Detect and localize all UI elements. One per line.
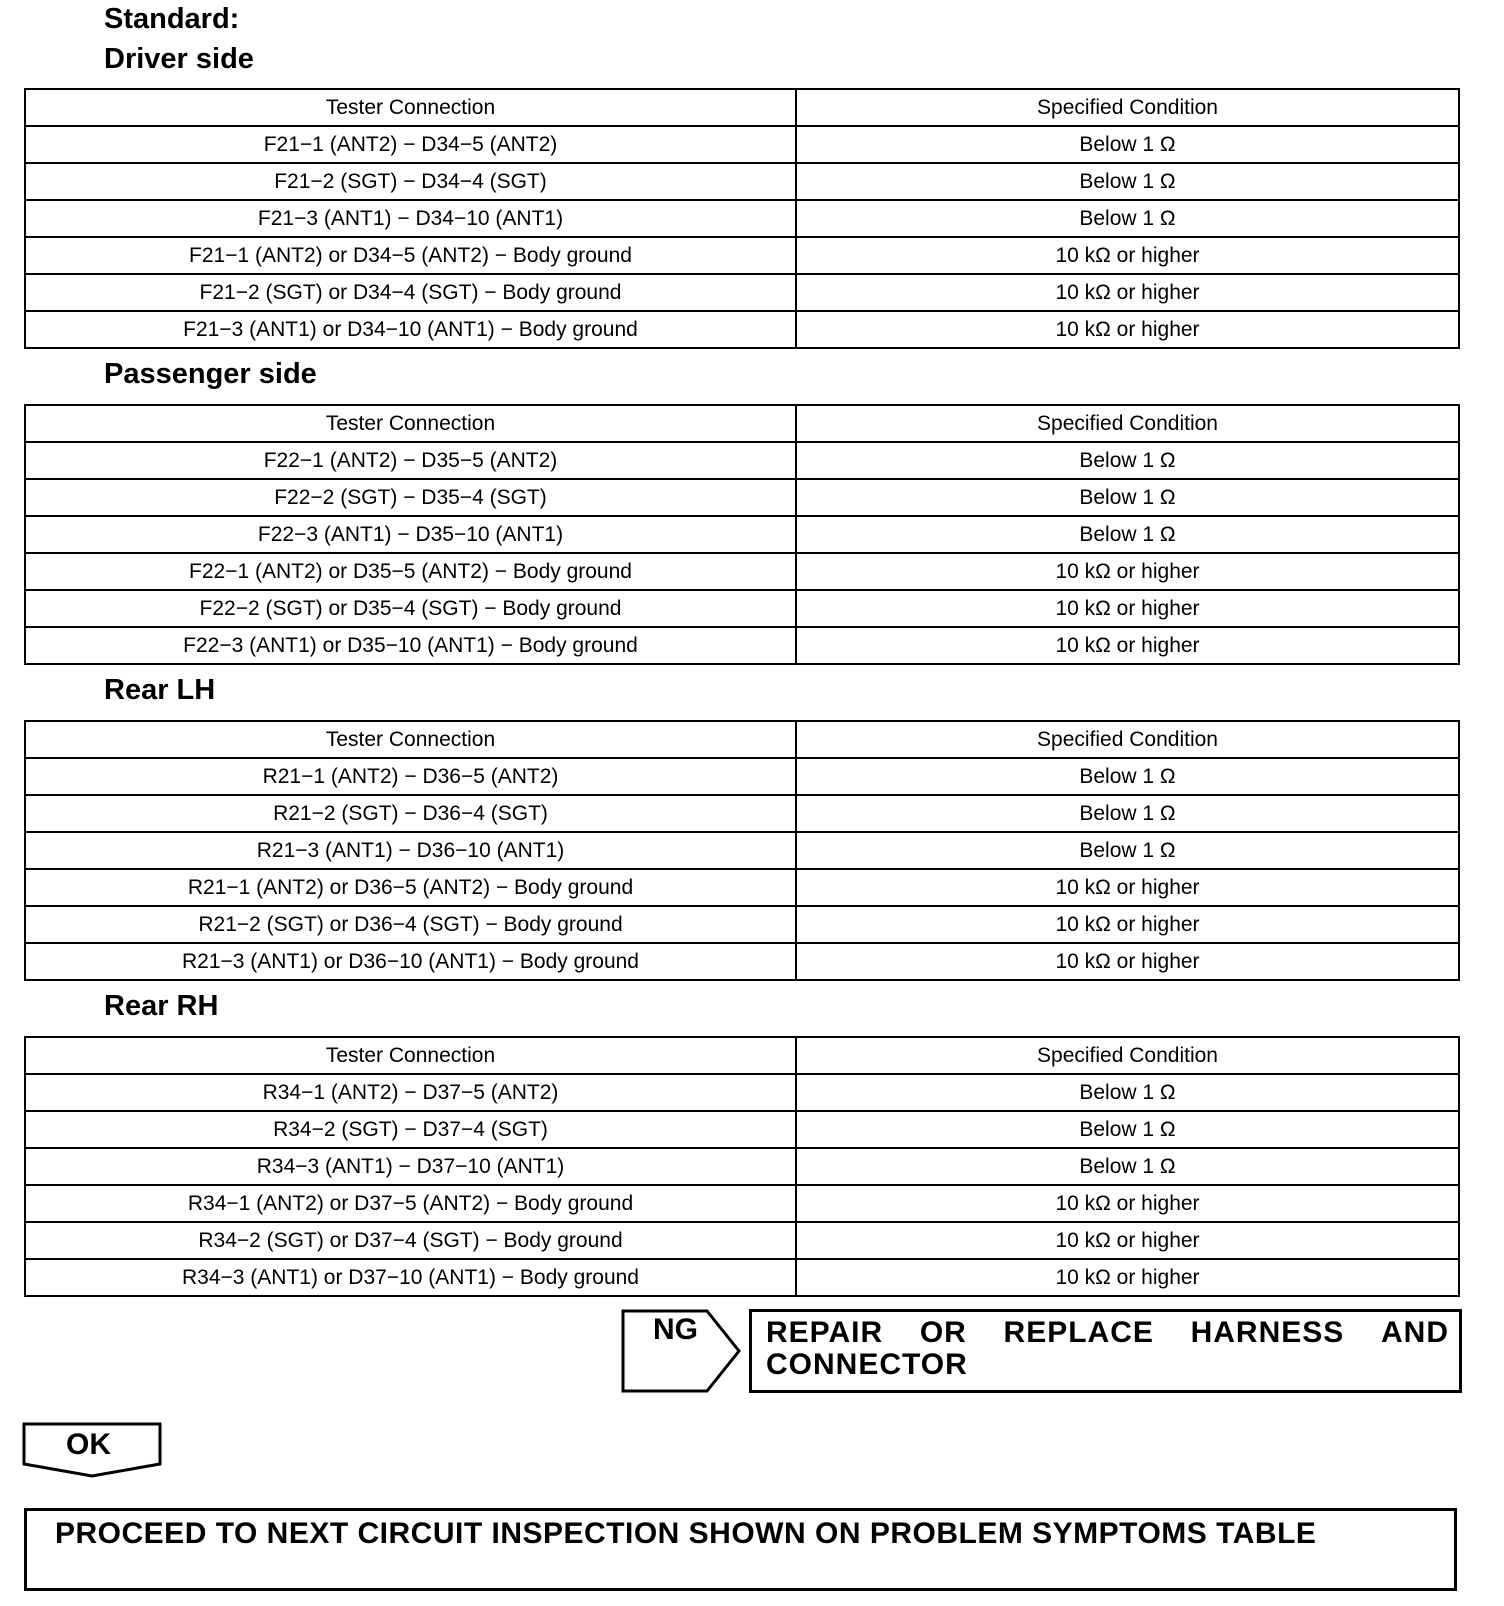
ng-action-line1	[766, 1316, 1449, 1350]
table-row	[25, 516, 1459, 553]
table-header-row	[25, 405, 1459, 442]
ng-action-line2: CONNECTOR	[766, 1348, 968, 1381]
table-row	[25, 237, 1459, 274]
table-row	[25, 795, 1459, 832]
spec-table-passenger	[24, 404, 1460, 665]
ng-action-word: OR	[919, 1316, 967, 1349]
tester-connection-cell: F21−2 (SGT) or D34−4 (SGT) − Body ground	[25, 274, 796, 311]
tester-connection-cell: F21−1 (ANT2) − D34−5 (ANT2)	[25, 126, 796, 163]
specified-condition-cell: Below 1 Ω	[796, 163, 1459, 200]
specified-condition-cell: 10 kΩ or higher	[796, 1185, 1459, 1222]
section-title-rear-lh: Rear LH	[104, 674, 216, 706]
table-row	[25, 943, 1459, 980]
tester-connection-cell: R34−2 (SGT) or D37−4 (SGT) − Body ground	[25, 1222, 796, 1259]
table-row	[25, 1222, 1459, 1259]
ng-action-word: AND	[1381, 1316, 1449, 1349]
specified-condition-cell: Below 1 Ω	[796, 1111, 1459, 1148]
tester-connection-cell: F22−2 (SGT) or D35−4 (SGT) − Body ground	[25, 590, 796, 627]
table-row	[25, 200, 1459, 237]
specified-condition-cell: Below 1 Ω	[796, 200, 1459, 237]
specified-condition-cell: Below 1 Ω	[796, 516, 1459, 553]
table-row	[25, 627, 1459, 664]
ng-action-box	[749, 1309, 1462, 1393]
table-row	[25, 553, 1459, 590]
specified-condition-header: Specified Condition	[796, 405, 1459, 442]
specified-condition-cell: Below 1 Ω	[796, 442, 1459, 479]
standard-heading: Standard:	[104, 3, 240, 35]
tester-connection-cell: R21−3 (ANT1) or D36−10 (ANT1) − Body ground	[25, 943, 796, 980]
table-header-row	[25, 89, 1459, 126]
specified-condition-cell: 10 kΩ or higher	[796, 311, 1459, 348]
table-row	[25, 1111, 1459, 1148]
tester-connection-cell: R21−1 (ANT2) − D36−5 (ANT2)	[25, 758, 796, 795]
table-header-row	[25, 721, 1459, 758]
tester-connection-cell: F22−3 (ANT1) − D35−10 (ANT1)	[25, 516, 796, 553]
spec-table-rear-rh	[24, 1036, 1460, 1297]
tester-connection-cell: F22−2 (SGT) − D35−4 (SGT)	[25, 479, 796, 516]
tester-connection-cell: F21−3 (ANT1) − D34−10 (ANT1)	[25, 200, 796, 237]
tester-connection-header: Tester Connection	[25, 405, 796, 442]
tester-connection-cell: R21−2 (SGT) or D36−4 (SGT) − Body ground	[25, 906, 796, 943]
specified-condition-cell: 10 kΩ or higher	[796, 869, 1459, 906]
table-row	[25, 1074, 1459, 1111]
specified-condition-cell: Below 1 Ω	[796, 832, 1459, 869]
proceed-text: PROCEED TO NEXT CIRCUIT INSPECTION SHOWN ON PROBLEM SYMPTOMS TABLE	[55, 1517, 1317, 1550]
specified-condition-header: Specified Condition	[796, 1037, 1459, 1074]
tester-connection-cell: R34−1 (ANT2) or D37−5 (ANT2) − Body ground	[25, 1185, 796, 1222]
specified-condition-cell: 10 kΩ or higher	[796, 1259, 1459, 1296]
table-row	[25, 311, 1459, 348]
table-row	[25, 479, 1459, 516]
ng-branch-marker	[621, 1309, 743, 1393]
tester-connection-cell: R34−3 (ANT1) or D37−10 (ANT1) − Body ground	[25, 1259, 796, 1296]
specified-condition-cell: Below 1 Ω	[796, 126, 1459, 163]
tester-connection-cell: R21−1 (ANT2) or D36−5 (ANT2) − Body ground	[25, 869, 796, 906]
table-row	[25, 832, 1459, 869]
table-row	[25, 442, 1459, 479]
specified-condition-cell: Below 1 Ω	[796, 758, 1459, 795]
specified-condition-cell: Below 1 Ω	[796, 795, 1459, 832]
section-title-rear-rh: Rear RH	[104, 990, 219, 1022]
specified-condition-cell: 10 kΩ or higher	[796, 590, 1459, 627]
tester-connection-cell: F22−3 (ANT1) or D35−10 (ANT1) − Body ground	[25, 627, 796, 664]
table-row	[25, 758, 1459, 795]
specified-condition-cell: Below 1 Ω	[796, 1148, 1459, 1185]
tester-connection-cell: R34−2 (SGT) − D37−4 (SGT)	[25, 1111, 796, 1148]
spec-table-rear-lh	[24, 720, 1460, 981]
tester-connection-header: Tester Connection	[25, 1037, 796, 1074]
tester-connection-cell: F21−3 (ANT1) or D34−10 (ANT1) − Body ground	[25, 311, 796, 348]
tester-connection-header: Tester Connection	[25, 721, 796, 758]
tester-connection-cell: F21−1 (ANT2) or D34−5 (ANT2) − Body ground	[25, 237, 796, 274]
tester-connection-header: Tester Connection	[25, 89, 796, 126]
table-row	[25, 274, 1459, 311]
specified-condition-cell: 10 kΩ or higher	[796, 237, 1459, 274]
specified-condition-cell: Below 1 Ω	[796, 479, 1459, 516]
table-row	[25, 163, 1459, 200]
proceed-box	[24, 1508, 1457, 1591]
table-header-row	[25, 1037, 1459, 1074]
ng-label: NG	[653, 1313, 698, 1346]
specified-condition-cell: 10 kΩ or higher	[796, 1222, 1459, 1259]
spec-table-driver	[24, 88, 1460, 349]
ok-label: OK	[66, 1428, 111, 1461]
table-row	[25, 126, 1459, 163]
tester-connection-cell: R21−3 (ANT1) − D36−10 (ANT1)	[25, 832, 796, 869]
tester-connection-cell: F21−2 (SGT) − D34−4 (SGT)	[25, 163, 796, 200]
specified-condition-cell: Below 1 Ω	[796, 1074, 1459, 1111]
specified-condition-cell: 10 kΩ or higher	[796, 943, 1459, 980]
specified-condition-cell: 10 kΩ or higher	[796, 627, 1459, 664]
table-row	[25, 1259, 1459, 1296]
table-row	[25, 906, 1459, 943]
tester-connection-cell: R34−1 (ANT2) − D37−5 (ANT2)	[25, 1074, 796, 1111]
table-row	[25, 1148, 1459, 1185]
specified-condition-cell: 10 kΩ or higher	[796, 906, 1459, 943]
specified-condition-header: Specified Condition	[796, 721, 1459, 758]
section-title-driver: Driver side	[104, 43, 254, 75]
ng-action-word: HARNESS	[1190, 1316, 1345, 1349]
specified-condition-cell: 10 kΩ or higher	[796, 274, 1459, 311]
table-row	[25, 1185, 1459, 1222]
table-row	[25, 590, 1459, 627]
ng-action-word: REPLACE	[1003, 1316, 1154, 1349]
specified-condition-header: Specified Condition	[796, 89, 1459, 126]
tester-connection-cell: R34−3 (ANT1) − D37−10 (ANT1)	[25, 1148, 796, 1185]
ng-action-word: REPAIR	[766, 1316, 884, 1349]
ok-branch-marker	[22, 1422, 162, 1478]
section-title-passenger: Passenger side	[104, 358, 317, 390]
tester-connection-cell: F22−1 (ANT2) − D35−5 (ANT2)	[25, 442, 796, 479]
table-row	[25, 869, 1459, 906]
specified-condition-cell: 10 kΩ or higher	[796, 553, 1459, 590]
tester-connection-cell: R21−2 (SGT) − D36−4 (SGT)	[25, 795, 796, 832]
tester-connection-cell: F22−1 (ANT2) or D35−5 (ANT2) − Body ground	[25, 553, 796, 590]
